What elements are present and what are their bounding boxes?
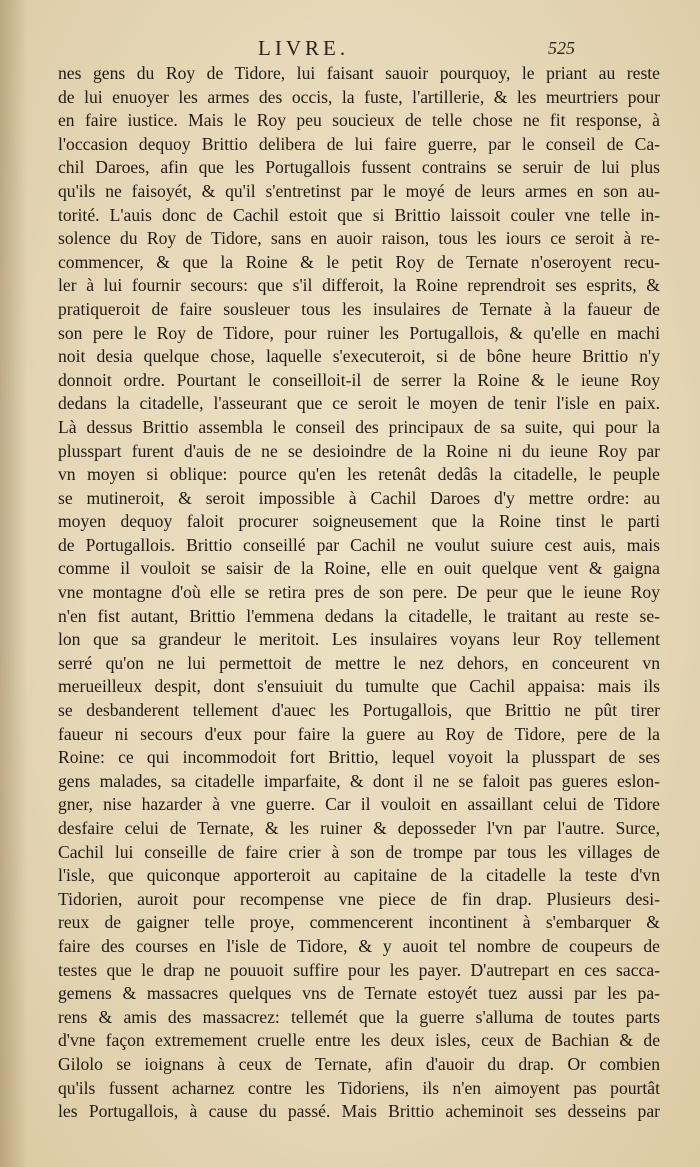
text-line: d'vne façon extremement cruelle entre les deux isles, ceux de Bachian & de	[58, 1030, 660, 1051]
text-line: vn moyen si oblique: pource qu'en les retenât dedâs la citadelle, le peuple	[58, 464, 660, 485]
text-line: dedans la citadelle, l'asseurant que ce seroit le moyen de tenir l'isle en paix.	[58, 393, 660, 414]
text-line: l'isle, que quiconque apporteroit au capitaine de la citadelle la teste d'vn	[58, 865, 660, 886]
text-line: en faire iustice. Mais le Roy peu soucieux de telle chose ne fit response, à	[58, 110, 660, 131]
text-line: pratiqueroit de faire sousleuer tous les insulaires de Ternate à la faueur de	[58, 298, 660, 319]
text-line: de lui enuoyer les armes des occis, la fuste, l'artillerie, & les meurtriers pour	[58, 86, 660, 107]
text-line: Cachil lui conseille de faire crier à son de trompe par tous les villages de	[58, 841, 660, 862]
text-line: gner, nise hazarder à vne guerre. Car il vouloit en assaillant celui de Tidore	[58, 794, 660, 815]
text-line: donnoit ordre. Pourtant le conseilloit-il de serrer la Roine & le ieune Roy	[58, 369, 660, 390]
text-line: commencer, & que la Roine & le petit Roy de Ternate n'oseroyent recu-	[58, 251, 660, 272]
text-line: l'occasion dequoy Brittio delibera de lui faire guerre, par le conseil de Ca-	[58, 133, 660, 154]
text-line: lon que sa grandeur le meritoit. Les insulaires voyans leur Roy tellement	[58, 629, 660, 650]
text-line: de Portugallois. Brittio conseillé par Cachil ne voulut suiure cest auis, mais	[58, 534, 660, 555]
text-line: nes gens du Roy de Tidore, lui faisant sauoir pourquoy, le priant au reste	[58, 63, 660, 83]
body-text	[58, 62, 660, 1124]
text-line: rens & amis des massacrez: tellemét que la guerre s'alluma de toutes parts	[58, 1006, 660, 1027]
text-line: qu'ils fussent acharnez contre les Tidoriens, ils n'en aimoyent pas pourtât	[58, 1077, 660, 1098]
text-line: faire des courses en l'isle de Tidore, & y auoit tel nombre de coupeurs de	[58, 935, 660, 956]
text-line: merueilleux despit, dont s'ensuiuit du tumulte que Cachil appaisa: mais ils	[58, 676, 660, 697]
text-line: testes que le drap ne pouuoit suffire pour les payer. D'autrepart en ces sacca-	[58, 959, 660, 980]
running-title: LIVRE.	[258, 36, 350, 60]
text-line: moyen dequoy faloit procurer soigneusement que la Roine tinst le parti	[58, 511, 660, 532]
text-line: desfaire celui de Ternate, & les ruiner & deposseder l'vn par l'autre. Surce,	[58, 818, 660, 838]
text-line: noit desia quelque chose, laquelle s'executeroit, si de bône heure Brittio n'y	[58, 346, 660, 367]
text-line: se desbanderent tellement d'auec les Portugallois, que Brittio ne pût tirer	[58, 700, 660, 721]
text-line: serré qu'on ne lui permettoit de mettre le nez dehors, en conceurent vn	[58, 652, 660, 673]
text-line: n'en fist autant, Brittio l'emmena dedans la citadelle, le traitant au reste se-	[58, 605, 660, 626]
text-line: torité. L'auis donc de Cachil estoit que si Brittio laissoit couler vne telle in-	[58, 204, 660, 225]
text-line: solence du Roy de Tidore, sans en auoir raison, tous les iours ce seroit à re-	[58, 228, 660, 249]
text-line: qu'ils ne faisoyét, & qu'il s'entretinst par le moyé de leurs armes en son au-	[58, 180, 660, 201]
text-line: se mutineroit, & seroit impossible à Cachil Daroes d'y mettre ordre: au	[58, 487, 660, 508]
page-number: 525	[548, 38, 575, 58]
text-line: les Portugallois, à cause du passé. Mais Brittio acheminoit ses desseins par	[58, 1101, 660, 1122]
text-line: Roine: ce qui incommodoit fort Brittio, lequel voyoit la plusspart de ses	[58, 747, 660, 768]
text-line: reux de gaigner telle proye, commencerent incontinent à s'embarquer &	[58, 912, 660, 933]
text-line: son pere le Roy de Tidore, pour ruiner les Portugallois, & qu'elle en machi	[58, 322, 660, 343]
text-line: plusspart furent d'auis de ne se desioindre de la Roine ni du ieune Roy par	[58, 440, 660, 461]
text-line: ler à lui fournir secours: que s'il differoit, la Roine reprendroit ses esprits, &	[58, 275, 660, 296]
text-line: faueur ni secours d'eux pour faire la guere au Roy de Tidore, pere de la	[58, 723, 660, 744]
text-line: gemens & massacres quelques vns de Ternate estoyét tuez aussi par les pa-	[58, 983, 660, 1004]
text-line: Tidorien, auroit pour recompense vne piece de fin drap. Plusieurs desi-	[58, 888, 660, 909]
text-line: vne montagne d'où elle se retira pres de son pere. De peur que le ieune Roy	[58, 582, 660, 603]
text-line: Là dessus Brittio assembla le conseil des principaux de sa suite, qui pour la	[58, 416, 660, 437]
text-line: chil Daroes, afin que les Portugallois fussent contrains se seruir de lui plus	[58, 157, 660, 178]
text-line: gens malades, sa citadelle imparfaite, & dont il ne se faloit pas gueres eslon-	[58, 770, 660, 791]
show-through-catchword	[250, 1028, 310, 1046]
text-line: Gilolo se ioignans à ceux de Ternate, afin d'auoir du drap. Or combien	[58, 1053, 660, 1074]
text-line: comme il vouloit se saisir de la Roine, elle en ouit quelque vent & gaigna	[58, 558, 660, 579]
